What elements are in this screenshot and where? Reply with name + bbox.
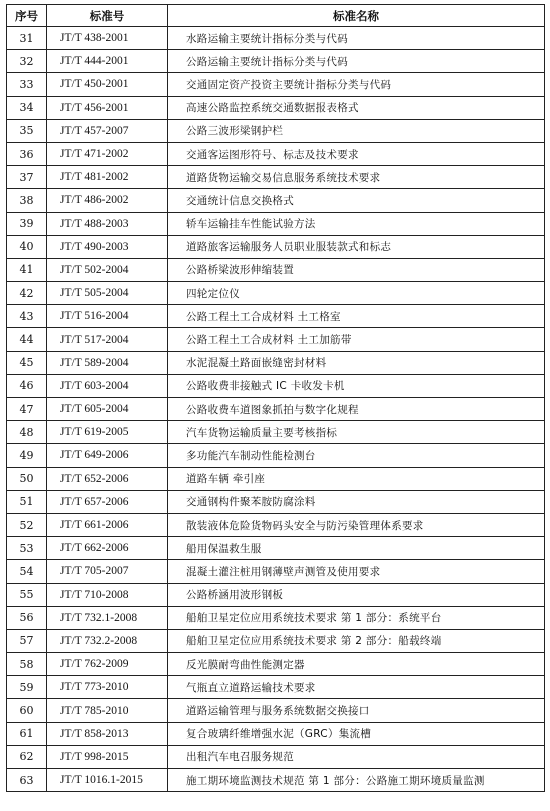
row-index: 57 [7, 629, 47, 652]
row-index: 40 [7, 235, 47, 258]
row-index: 46 [7, 374, 47, 397]
standard-code: JT/T 471-2002 [47, 142, 168, 165]
standard-code: JT/T 488-2003 [47, 212, 168, 235]
row-index: 62 [7, 745, 47, 768]
table-row [7, 606, 545, 629]
standard-name: 汽车货物运输质量主要考核指标 [168, 421, 545, 444]
row-index: 32 [7, 50, 47, 73]
standard-code: JT/T 444-2001 [47, 50, 168, 73]
standard-name: 公路工程土工合成材料 土工格室 [168, 305, 545, 328]
table-row [7, 374, 545, 397]
standard-name: 船用保温救生服 [168, 537, 545, 560]
standard-code: JT/T 516-2004 [47, 305, 168, 328]
table-row [7, 282, 545, 305]
row-index: 53 [7, 537, 47, 560]
table-row [7, 653, 545, 676]
table-row [7, 537, 545, 560]
header-standard-name: 标准名称 [168, 5, 545, 27]
table-row [7, 745, 545, 768]
table-row [7, 583, 545, 606]
table-row [7, 166, 545, 189]
table-row [7, 421, 545, 444]
standard-code: JT/T 456-2001 [47, 96, 168, 119]
standard-code: JT/T 1016.1-2015 [47, 769, 168, 792]
standard-code: JT/T 619-2005 [47, 421, 168, 444]
standard-name: 反光膜耐弯曲性能测定器 [168, 653, 545, 676]
row-index: 43 [7, 305, 47, 328]
table-row [7, 444, 545, 467]
standard-name: 道路旅客运输服务人员职业服装款式和标志 [168, 235, 545, 258]
standard-code: JT/T 858-2013 [47, 722, 168, 745]
standard-code: JT/T 505-2004 [47, 282, 168, 305]
row-index: 55 [7, 583, 47, 606]
standard-code: JT/T 438-2001 [47, 27, 168, 50]
row-index: 31 [7, 27, 47, 50]
row-index: 37 [7, 166, 47, 189]
table-row [7, 305, 545, 328]
row-index: 39 [7, 212, 47, 235]
standard-name: 交通统计信息交换格式 [168, 189, 545, 212]
standard-code: JT/T 652-2006 [47, 467, 168, 490]
standard-name: 轿车运输挂车性能试验方法 [168, 212, 545, 235]
standard-name: 道路运输管理与服务系统数据交换接口 [168, 699, 545, 722]
standard-name: 散装液体危险货物码头安全与防污染管理体系要求 [168, 513, 545, 536]
row-index: 34 [7, 96, 47, 119]
standard-code: JT/T 657-2006 [47, 490, 168, 513]
table-row [7, 513, 545, 536]
table-row [7, 490, 545, 513]
standard-code: JT/T 605-2004 [47, 398, 168, 421]
standard-code: JT/T 649-2006 [47, 444, 168, 467]
standard-code: JT/T 785-2010 [47, 699, 168, 722]
standard-code: JT/T 457-2007 [47, 119, 168, 142]
standard-name: 混凝土灌注桩用钢薄壁声测管及使用要求 [168, 560, 545, 583]
standard-code: JT/T 710-2008 [47, 583, 168, 606]
table-row [7, 467, 545, 490]
standard-name: 公路桥涵用波形钢板 [168, 583, 545, 606]
row-index: 36 [7, 142, 47, 165]
row-index: 54 [7, 560, 47, 583]
table-row [7, 96, 545, 119]
row-index: 50 [7, 467, 47, 490]
standard-name: 水路运输主要统计指标分类与代码 [168, 27, 545, 50]
standard-code: JT/T 481-2002 [47, 166, 168, 189]
table-row [7, 769, 545, 792]
standard-name: 道路货物运输交易信息服务系统技术要求 [168, 166, 545, 189]
table-row [7, 189, 545, 212]
header-standard-code: 标准号 [47, 5, 168, 27]
standards-table [6, 4, 545, 792]
standard-name: 公路收费车道图象抓拍与数字化规程 [168, 398, 545, 421]
standard-name: 复合玻璃纤维增强水泥（GRC）集流槽 [168, 722, 545, 745]
standard-code: JT/T 732.1-2008 [47, 606, 168, 629]
row-index: 33 [7, 73, 47, 96]
row-index: 35 [7, 119, 47, 142]
standard-name: 高速公路监控系统交通数据报表格式 [168, 96, 545, 119]
table-row [7, 119, 545, 142]
standard-name: 船舶卫星定位应用系统技术要求 第 2 部分：船载终端 [168, 629, 545, 652]
standard-name: 公路运输主要统计指标分类与代码 [168, 50, 545, 73]
row-index: 41 [7, 258, 47, 281]
table-row [7, 328, 545, 351]
table-row [7, 351, 545, 374]
standard-code: JT/T 998-2015 [47, 745, 168, 768]
standard-name: 交通钢构件聚苯胺防腐涂料 [168, 490, 545, 513]
standard-name: 多功能汽车制动性能检测台 [168, 444, 545, 467]
row-index: 48 [7, 421, 47, 444]
row-index: 38 [7, 189, 47, 212]
standard-code: JT/T 502-2004 [47, 258, 168, 281]
standard-code: JT/T 732.2-2008 [47, 629, 168, 652]
table-row [7, 27, 545, 50]
row-index: 49 [7, 444, 47, 467]
standard-code: JT/T 517-2004 [47, 328, 168, 351]
standard-name: 公路工程土工合成材料 土工加筋带 [168, 328, 545, 351]
standard-name: 水泥混凝土路面嵌缝密封材料 [168, 351, 545, 374]
standard-name: 船舶卫星定位应用系统技术要求 第 1 部分：系统平台 [168, 606, 545, 629]
table-row [7, 258, 545, 281]
row-index: 44 [7, 328, 47, 351]
standard-code: JT/T 662-2006 [47, 537, 168, 560]
standard-name: 施工期环境监测技术规范 第 1 部分：公路施工期环境质量监测 [168, 769, 545, 792]
table-row [7, 722, 545, 745]
row-index: 61 [7, 722, 47, 745]
header-index: 序号 [7, 5, 47, 27]
table-row [7, 398, 545, 421]
standard-name: 公路收费非接触式 IC 卡收发卡机 [168, 374, 545, 397]
row-index: 45 [7, 351, 47, 374]
table-row [7, 699, 545, 722]
standard-name: 公路桥梁波形伸缩装置 [168, 258, 545, 281]
table-row [7, 212, 545, 235]
standard-code: JT/T 589-2004 [47, 351, 168, 374]
standard-name: 交通固定资产投资主要统计指标分类与代码 [168, 73, 545, 96]
standard-name: 气瓶直立道路运输技术要求 [168, 676, 545, 699]
table-row [7, 73, 545, 96]
standard-code: JT/T 603-2004 [47, 374, 168, 397]
standard-name: 公路三波形梁钢护栏 [168, 119, 545, 142]
standard-code: JT/T 773-2010 [47, 676, 168, 699]
table-row [7, 142, 545, 165]
standard-code: JT/T 762-2009 [47, 653, 168, 676]
standard-code: JT/T 450-2001 [47, 73, 168, 96]
standard-name: 四轮定位仪 [168, 282, 545, 305]
row-index: 47 [7, 398, 47, 421]
table-row [7, 629, 545, 652]
standard-name: 出租汽车电召服务规范 [168, 745, 545, 768]
row-index: 59 [7, 676, 47, 699]
standard-code: JT/T 705-2007 [47, 560, 168, 583]
standard-code: JT/T 661-2006 [47, 513, 168, 536]
standard-name: 交通客运图形符号、标志及技术要求 [168, 142, 545, 165]
row-index: 52 [7, 513, 47, 536]
standard-code: JT/T 486-2002 [47, 189, 168, 212]
header-row [7, 5, 545, 27]
table-row [7, 676, 545, 699]
standard-name: 道路车辆 牵引座 [168, 467, 545, 490]
standard-code: JT/T 490-2003 [47, 235, 168, 258]
row-index: 51 [7, 490, 47, 513]
row-index: 56 [7, 606, 47, 629]
row-index: 63 [7, 769, 47, 792]
row-index: 42 [7, 282, 47, 305]
table-row [7, 50, 545, 73]
row-index: 58 [7, 653, 47, 676]
row-index: 60 [7, 699, 47, 722]
table-row [7, 235, 545, 258]
table-row [7, 560, 545, 583]
